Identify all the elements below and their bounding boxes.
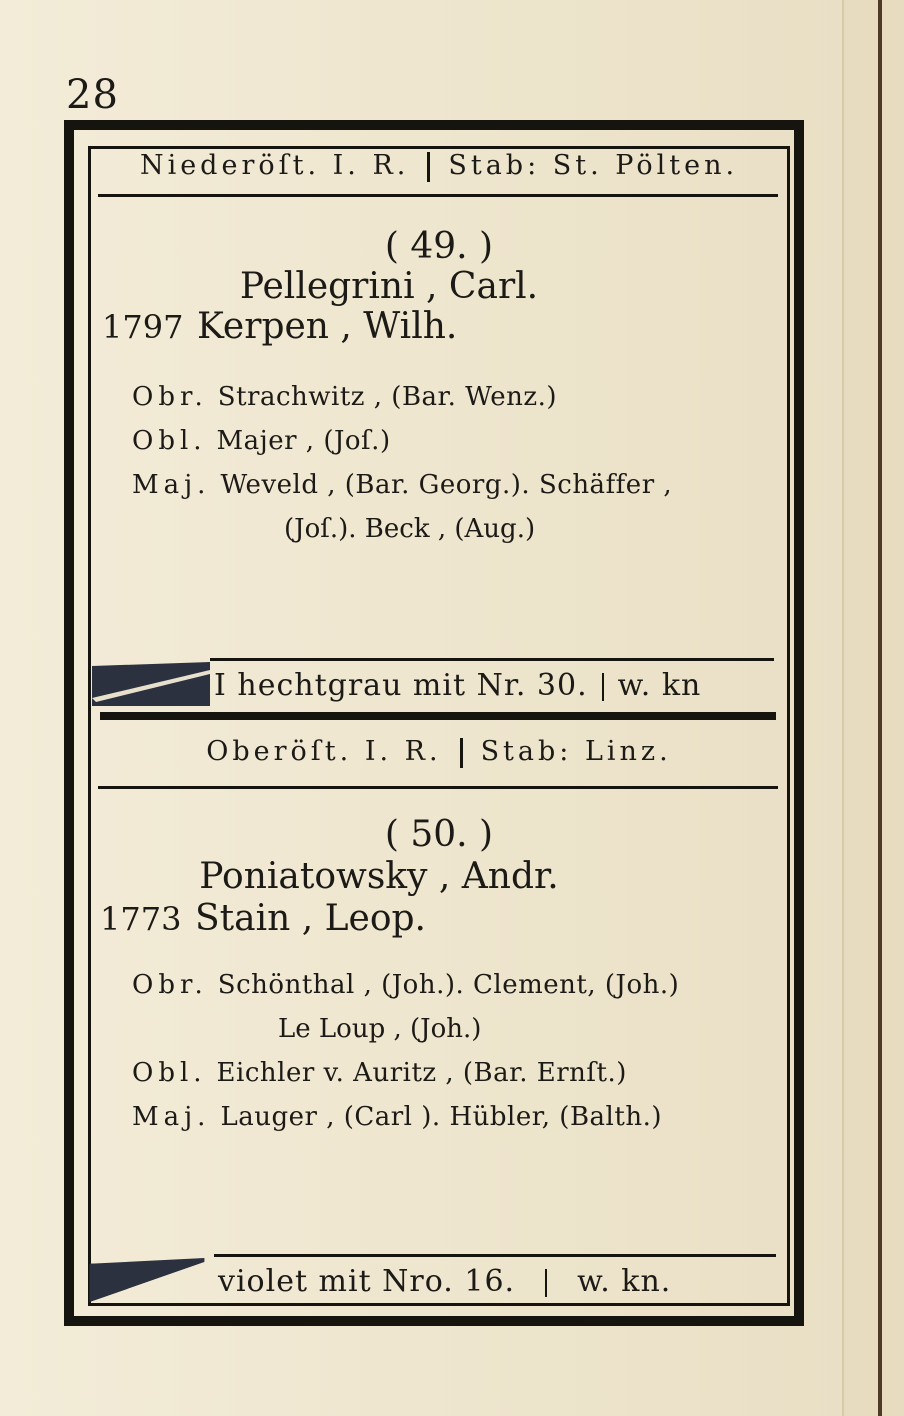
button-text: w. kn. <box>577 1264 672 1299</box>
year: 1797 <box>102 308 184 346</box>
header-separator <box>427 152 430 182</box>
regiment-section-50 <box>88 722 790 1282</box>
facing-color-text: I hechtgrau mit Nr. 30. <box>214 668 588 703</box>
regiment-name: Niederöſt. I. R. <box>139 150 410 181</box>
colonel-line <box>100 898 426 939</box>
footer-top-rule <box>210 658 774 661</box>
colonel-line <box>102 306 457 347</box>
header-rule <box>98 786 778 789</box>
officer-line <box>132 1058 627 1088</box>
year: 1773 <box>100 900 182 938</box>
section-divider <box>100 712 776 720</box>
regiment-owner: Poniatowsky , Andr. <box>199 856 559 897</box>
officer-continuation: (Joſ.). Beck , (Aug.) <box>284 514 536 544</box>
officer-line <box>132 970 679 1000</box>
officer-names: Majer , (Joſ.) <box>216 426 391 456</box>
adjacent-page-edge <box>842 0 904 1416</box>
officer-rank: Maj. <box>132 1102 211 1132</box>
regiment-name: Oberöſt. I. R. <box>206 736 442 767</box>
officer-line <box>132 1102 662 1132</box>
officer-line <box>132 426 391 456</box>
staff-location: Stab: Linz. <box>480 736 672 767</box>
facing-color-line <box>214 668 701 703</box>
officer-names: Eichler v. Auritz , (Bar. Ernſt.) <box>216 1058 627 1088</box>
regiment-flag-icon <box>92 662 210 706</box>
officer-rank: Obr. <box>132 970 208 1000</box>
regiment-number: ( 50. ) <box>384 814 494 855</box>
section-header <box>88 736 790 768</box>
footer-top-rule <box>214 1254 776 1257</box>
colonel-name: Kerpen , Wilh. <box>197 306 458 347</box>
section-header <box>88 150 790 182</box>
header-separator <box>460 738 463 768</box>
officer-line <box>132 470 672 500</box>
footer-separator <box>545 1269 547 1297</box>
officer-names: Lauger , (Carl ). Hübler, (Balth.) <box>220 1102 662 1132</box>
footer-separator <box>602 673 604 701</box>
adjacent-page-rule <box>878 0 882 1416</box>
officer-continuation: Le Loup , (Joh.) <box>278 1014 482 1044</box>
colonel-name: Stain , Leop. <box>195 898 426 939</box>
officer-rank: Obl. <box>132 1058 207 1088</box>
officer-rank: Maj. <box>132 470 211 500</box>
header-rule <box>98 194 778 197</box>
officer-names: Schönthal , (Joh.). Clement, (Joh.) <box>217 970 680 1000</box>
facing-color-text: violet mit Nro. 16. <box>218 1264 516 1299</box>
officer-line <box>132 382 557 412</box>
regiment-number: ( 49. ) <box>384 226 494 267</box>
regiment-owner: Pellegrini , Carl. <box>239 266 539 307</box>
regiment-flag-icon <box>88 1258 206 1302</box>
officer-rank: Obl. <box>132 426 207 456</box>
staff-location: Stab: St. Pölten. <box>448 150 739 181</box>
officer-rank: Obr. <box>132 382 208 412</box>
officer-names: Strachwitz , (Bar. Wenz.) <box>217 382 557 412</box>
button-text: w. kn <box>617 668 702 703</box>
page-number: 28 <box>66 72 119 118</box>
officer-names: Weveld , (Bar. Georg.). Schäffer , <box>220 470 673 500</box>
regiment-section-49 <box>88 146 790 706</box>
facing-color-line <box>218 1264 671 1299</box>
